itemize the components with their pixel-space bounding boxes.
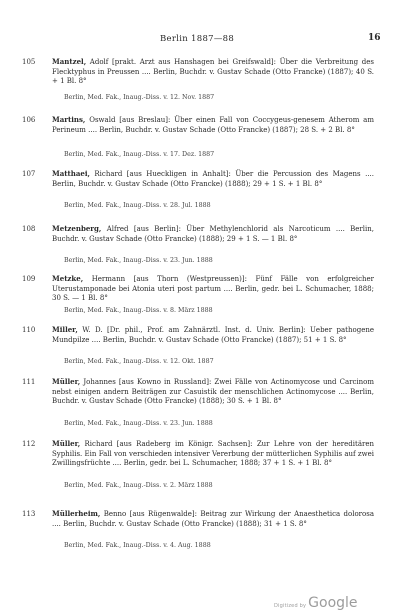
watermark-logo-text: Google	[308, 595, 358, 611]
entry-publication: Berlin, Med. Fak., Inaug.-Diss. v. 23. Jun. 1888	[64, 257, 213, 264]
entry-number: 105	[22, 58, 36, 66]
entry-text	[52, 57, 374, 87]
entry-author: Müllerheim,	[52, 509, 101, 518]
entry-description: W. D. [Dr. phil., Prof. am Zahnärztl. Inst. d. Univ. Berlin]: Ueber pathogene Mundpilze .... Berlin, Buchdr. v. Gustav Schade (Otto Francke) (1887); 51 + 1 S. 8°	[52, 326, 374, 344]
watermark-small-text: Digitized by	[274, 603, 307, 609]
entry-author: Miller,	[52, 325, 78, 334]
entry-text	[52, 439, 374, 469]
entry-text	[52, 377, 374, 407]
entry-number: 106	[22, 116, 36, 124]
entry-author: Matthaei,	[52, 169, 90, 178]
entry-author: Metzenberg,	[52, 224, 102, 233]
entry-number: 112	[22, 440, 36, 448]
entry-description: Hermann [aus Thorn (Westpreussen)]: Fünf Fälle von erfolgreicher Uterustamponade bei Atonia uteri post partum .... Berlin, gedr. bei L. Schumacher, 1888; 30 S. — 1 Bl. 8°	[52, 275, 374, 303]
entry-author: Martins,	[52, 115, 86, 124]
entry-publication: Berlin, Med. Fak., Inaug.-Diss. v. 12. Okt. 1887	[64, 358, 214, 365]
entry-text	[52, 325, 374, 345]
entry-publication: Berlin, Med. Fak., Inaug.-Diss. v. 12. Nov. 1887	[64, 94, 215, 101]
entry-author: Müller,	[52, 377, 81, 386]
entry-publication: Berlin, Med. Fak., Inaug.-Diss. v. 17. Dez. 1887	[64, 151, 215, 158]
entry-text	[52, 115, 374, 135]
entry-number: 107	[22, 170, 36, 178]
entry-description: Richard [aus Radeberg im Königr. Sachsen]: Zur Lehre von der hereditären Syphilis. Ein Fall von verschieden intensiver Vererbung der mütterlichen Syphilis auf zwei Zwillingsfrüchte .... Berlin, gedr. bei L. Schumacher, 1888; 37 + 1 S. + 1 Bl. 8°	[52, 440, 374, 468]
google-watermark	[274, 592, 358, 611]
entry-publication: Berlin, Med. Fak., Inaug.-Diss. v. 8. März 1888	[64, 307, 213, 314]
entry-publication: Berlin, Med. Fak., Inaug.-Diss. v. 2. März 1888	[64, 482, 213, 489]
entry-text	[52, 224, 374, 244]
entry-author: Metzke,	[52, 274, 84, 283]
entry-description: Oswald [aus Breslau]: Über einen Fall von Coccygeus-genesem Atherom am Perineum .... Berlin, Buchdr. v. Gustav Schade (Otto Francke) (1887); 28 S. + 2 Bl. 8°	[52, 116, 374, 134]
entry-number: 110	[22, 326, 36, 334]
entry-description: Alfred [aus Berlin]: Über Methylenchlorid als Narcoticum .... Berlin, Buchdr. v. Gustav Schade (Otto Francke) (1888); 29 + 1 S. — 1 Bl. 8°	[52, 225, 374, 243]
entry-publication: Berlin, Med. Fak., Inaug.-Diss. v. 23. Jun. 1888	[64, 420, 213, 427]
entry-publication: Berlin, Med. Fak., Inaug.-Diss. v. 4. Aug. 1888	[64, 542, 211, 549]
entry-publication: Berlin, Med. Fak., Inaug.-Diss. v. 28. Jul. 1888	[64, 202, 211, 209]
entry-number: 113	[22, 510, 36, 518]
entry-number: 109	[22, 275, 36, 283]
running-header	[0, 34, 400, 48]
entry-description: Adolf [prakt. Arzt aus Hanshagen bei Greifswald]: Über die Verbreitung des Flecktyphus in Preussen .... Berlin, Buchdr. v. Gustav Schade (Otto Francke) (1887); 40 S. + 1 Bl. 8°	[52, 58, 374, 86]
header-title: Berlin 1887—88	[160, 34, 235, 44]
entry-text	[52, 509, 374, 529]
entry-text	[52, 274, 374, 304]
page-number: 16	[368, 33, 381, 43]
entry-description: Richard [aus Hueckligen in Anhalt]: Über die Percussion des Magens .... Berlin, Buchdr. v. Gustav Schade (Otto Francke) (1888); 29 + 1 S. + 1 Bl. 8°	[52, 170, 374, 188]
entry-author: Mantzel,	[52, 57, 87, 66]
entry-text	[52, 169, 374, 189]
entry-description: Benno [aus Rügenwalde]: Beitrag zur Wirkung der Anaesthetica dolorosa .... Berlin, Buchdr. v. Gustav Schade (Otto Francke) (1888); 31 + 1 S. 8°	[52, 510, 374, 528]
entry-author: Müller,	[52, 439, 81, 448]
entry-number: 111	[22, 378, 36, 386]
entry-number: 108	[22, 225, 36, 233]
entry-description: Johannes [aus Kowno in Russland]: Zwei Fälle von Actinomycose und Carcinom nebst einigen andern Beiträgen zur Casuistik der menschlichen Actinomycose .... Berlin, Buchdr. v. Gustav Schade (Otto Francke) (1888); 30 S. + 1 Bl. 8°	[52, 378, 374, 406]
